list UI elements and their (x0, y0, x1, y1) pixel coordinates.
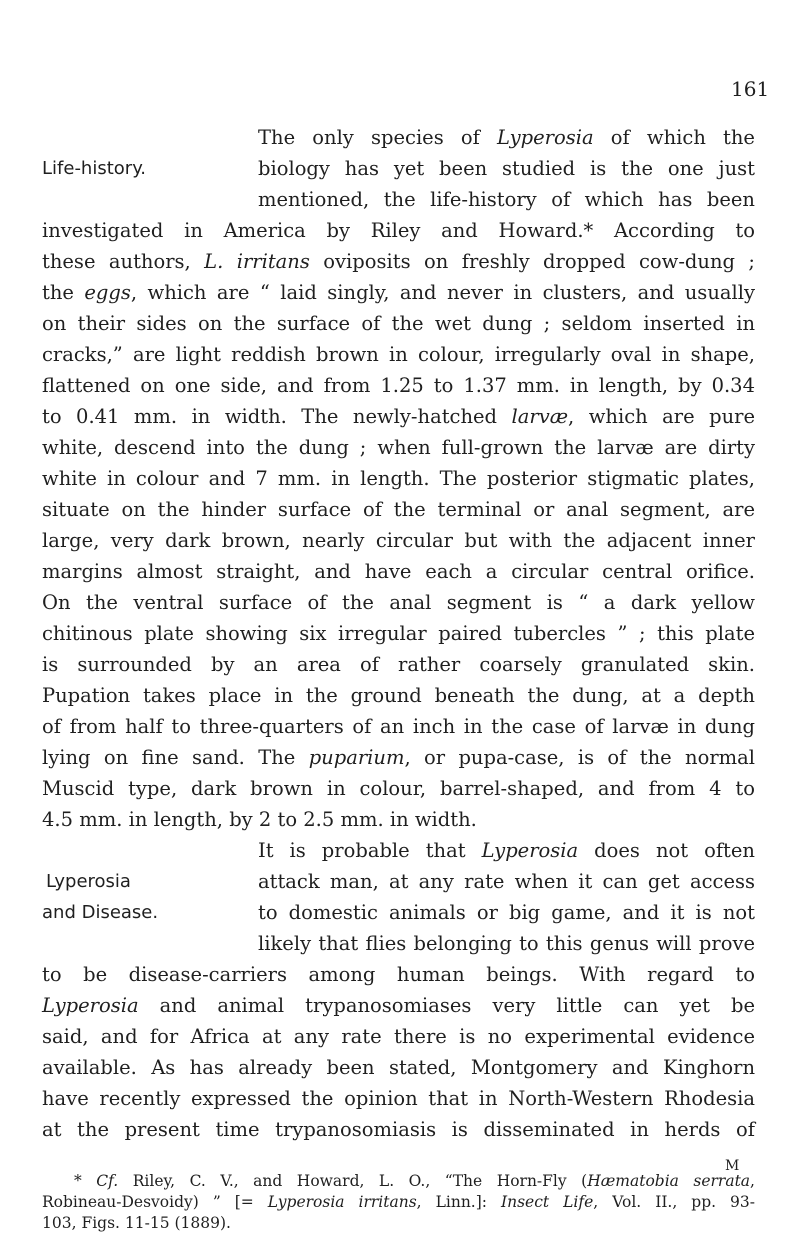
body-line: to domestic animals or big game, and it is not (258, 901, 755, 924)
body-line: have recently expressed the opinion that in North-Western Rhodesia (42, 1087, 755, 1110)
text-run: Robineau-Desvoidy) ” [= (42, 1193, 268, 1211)
text-run: , (750, 1172, 755, 1190)
emphasis-term: larvæ (511, 405, 569, 428)
genus-name: Lyperosia (42, 994, 139, 1017)
text-run: It is probable that (258, 839, 482, 862)
margin-note-and-disease: and Disease. (42, 902, 159, 923)
body-line: to be disease-carriers among human beings. With regard to (42, 963, 755, 986)
footnote-line (42, 1192, 755, 1213)
body-line: of from half to three-quarters of an inch in the case of larvæ in dung (42, 715, 755, 738)
text-run: and animal trypanosomiases very little can yet be (138, 994, 755, 1017)
body-line: at the present time trypanosomiasis is disseminated in herds of (42, 1118, 755, 1141)
species-name: Lyperosia irritans (267, 1193, 417, 1211)
body-line: white, descend into the dung ; when full-grown the larvæ are dirty (42, 436, 755, 459)
body-line (42, 248, 755, 275)
text-run: The only species of (258, 126, 498, 149)
body-line: white in colour and 7 mm. in length. The posterior stigmatic plates, (42, 467, 755, 490)
body-line: situate on the hinder surface of the terminal or anal segment, are (42, 498, 755, 521)
text-run: Cf. (96, 1172, 119, 1190)
text-run: , Vol. II., pp. 93- (593, 1193, 755, 1211)
body-line: chitinous plate showing six irregular paired tubercles ” ; this plate (42, 622, 755, 645)
body-line: available. As has already been stated, Montgomery and Kinghorn (42, 1056, 755, 1079)
text-run: lying on fine sand. The (42, 746, 309, 769)
page-number: 161 (731, 77, 770, 101)
body-line: is surrounded by an area of rather coarsely granulated skin. (42, 653, 755, 676)
body-line: cracks,” are light reddish brown in colour, irregularly oval in shape, (42, 343, 755, 366)
body-line: On the ventral surface of the anal segment is “ a dark yellow (42, 591, 755, 614)
text-run: , which are pure (568, 405, 756, 428)
body-line (42, 403, 755, 430)
body-line: 4.5 mm. in length, by 2 to 2.5 mm. in width. (42, 808, 477, 831)
text-run: Riley, C. V., and Howard, L. O., “The Horn-Fly ( (118, 1172, 588, 1190)
text-run: oviposits on freshly dropped cow-dung ; (309, 250, 755, 273)
journal-title: Insect Life (501, 1193, 594, 1211)
species-name: L. irritans (204, 250, 310, 273)
margin-note-lyperosia: Lyperosia (46, 871, 131, 892)
text-run: the (42, 281, 85, 304)
species-name: Hæmatobia serrata (587, 1172, 751, 1190)
body-line: investigated in America by Riley and Howard.* According to (42, 219, 755, 242)
margin-note-life-history: Life-history. (42, 158, 147, 179)
text-run: to 0.41 mm. in width. The newly-hatched (42, 405, 512, 428)
body-line: Pupation takes place in the ground beneath the dung, at a depth (42, 684, 755, 707)
footnote-line (74, 1171, 755, 1192)
body-line (42, 279, 755, 306)
emphasis-term: puparium (308, 746, 405, 769)
body-line (42, 992, 755, 1019)
body-line (258, 837, 755, 864)
text-run: of which the (593, 126, 755, 149)
signature-mark: M (725, 1158, 740, 1174)
body-line: attack man, at any rate when it can get access (258, 870, 755, 893)
body-line: large, very dark brown, nearly circular but with the adjacent inner (42, 529, 755, 552)
genus-name: Lyperosia (481, 839, 579, 862)
body-line: flattened on one side, and from 1.25 to 1.37 mm. in length, by 0.34 (42, 374, 755, 397)
genus-name: Lyperosia (497, 126, 594, 149)
body-line: margins almost straight, and have each a circular central orifice. (42, 560, 755, 583)
body-line: likely that flies belonging to this genus will prove (258, 932, 755, 955)
text-run: these authors, (42, 250, 205, 273)
text-run: , Linn.]: (416, 1193, 501, 1211)
text-run: does not often (578, 839, 755, 862)
footnote-marker: * (74, 1172, 97, 1190)
body-line: on their sides on the surface of the wet dung ; seldom inserted in (42, 312, 755, 335)
body-line: said, and for Africa at any rate there is no experimental evidence (42, 1025, 755, 1048)
text-run: , or pupa-case, is of the normal (404, 746, 756, 769)
footnote-line: 103, Figs. 11-15 (1889). (42, 1214, 231, 1232)
body-line: biology has yet been studied is the one just (258, 157, 755, 180)
body-line: Muscid type, dark brown in colour, barrel-shaped, and from 4 to (42, 777, 755, 800)
text-run: , which are “ laid singly, and never in clusters, and usually (130, 281, 755, 304)
body-line: mentioned, the life-history of which has been (258, 188, 755, 211)
body-line (42, 744, 755, 771)
body-line (258, 124, 755, 151)
emphasis-term: eggs (84, 281, 131, 304)
